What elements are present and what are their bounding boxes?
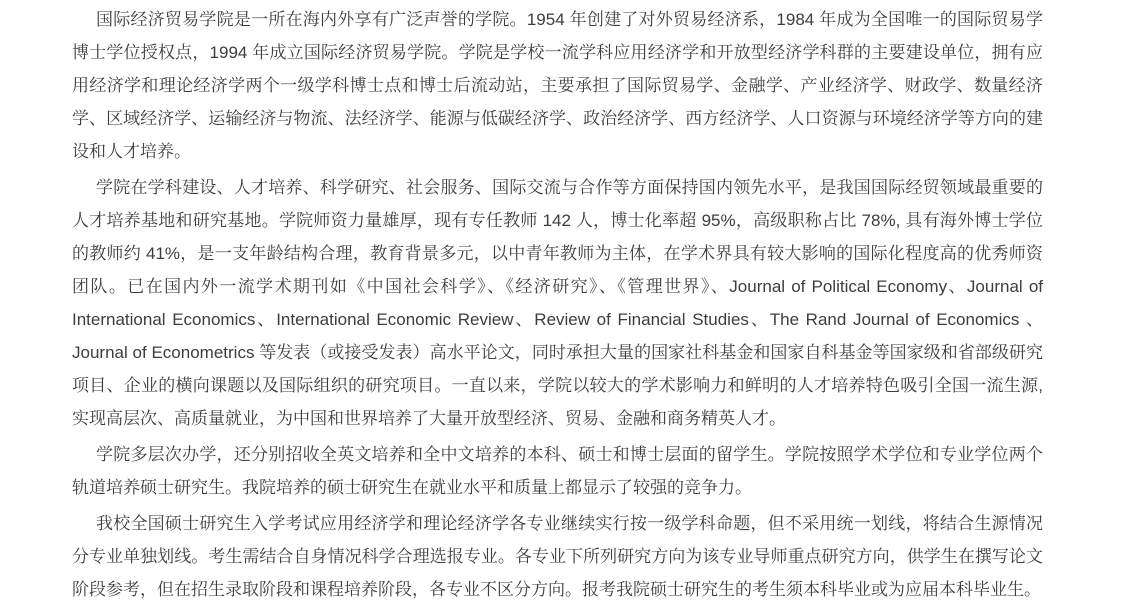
paragraph-admissions: 我校全国硕士研究生入学考试应用经济学和理论经济学各专业继续实行按一级学科命题，但不采用统一划线，将结合生源情况分专业单独划线。考生需结合自身情况科学合理选报专业。各专业下所列研究方向为该专业导师重点研究方向，供学生在撰写论文阶段参考，但在招生录取阶段和课程培养阶段，各专业不区分方向。报考我院硕士研究生的考生须本科毕业或为应届本科毕业生。 bbox=[72, 514, 1043, 599]
paragraph-faculty-research: 学院在学科建设、人才培养、科学研究、社会服务、国际交流与合作等方面保持国内领先水平，是我国国际经贸领域最重要的人才培养基地和研究基地。学院师资力量雄厚，现有专任教师 142 人，博士化率超 95%，高级职称占比 78%, 具有海外博士学位的教师约 41%，是一支年龄结构合理，教育背景多元，以中青年教师为主体，在学术界具有较大影响的国际化程度高的优秀师资团队。已在国内外一流学术期刊如《中国社会科学》、《经济研究》、《管理世界》、Journal of Political Economy、Journal of International Economics、International Economic Review、Review of Financial Studies、The Rand Journal of Economics 、Journal of Econometrics 等发表（或接受发表）高水平论文，同时承担大量的国家社科基金和国家自科基金等国家级和省部级研究项目、企业的横向课题以及国际组织的研究项目。一直以来，学院以较大的学术影响力和鲜明的人才培养特色吸引全国一流生源, 实现高层次、高质量就业，为中国和世界培养了大量开放型经济、贸易、金融和商务精英人才。 bbox=[72, 178, 1043, 428]
paragraph-programs: 学院多层次办学，还分别招收全英文培养和全中文培养的本科、硕士和博士层面的留学生。学院按照学术学位和专业学位两个轨道培养硕士研究生。我院培养的硕士研究生在就业水平和质量上都显示了较强的竞争力。 bbox=[72, 445, 1043, 497]
paragraph-intro-history: 国际经济贸易学院是一所在海内外享有广泛声誉的学院。1954 年创建了对外贸易经济系，1984 年成为全国唯一的国际贸易学博士学位授权点，1994 年成立国际经济贸易学院。学院是学校一流学科应用经济学和开放型经济学科群的主要建设单位，拥有应用经济学和理论经济学两个一级学科博士点和博士后流动站，主要承担了国际贸易学、金融学、产业经济学、财政学、数量经济学、区域经济学、运输经济与物流、法经济学、能源与低碳经济学、政治经济学、西方经济学、人口资源与环境经济学等方向的建设和人才培养。 bbox=[72, 10, 1043, 161]
